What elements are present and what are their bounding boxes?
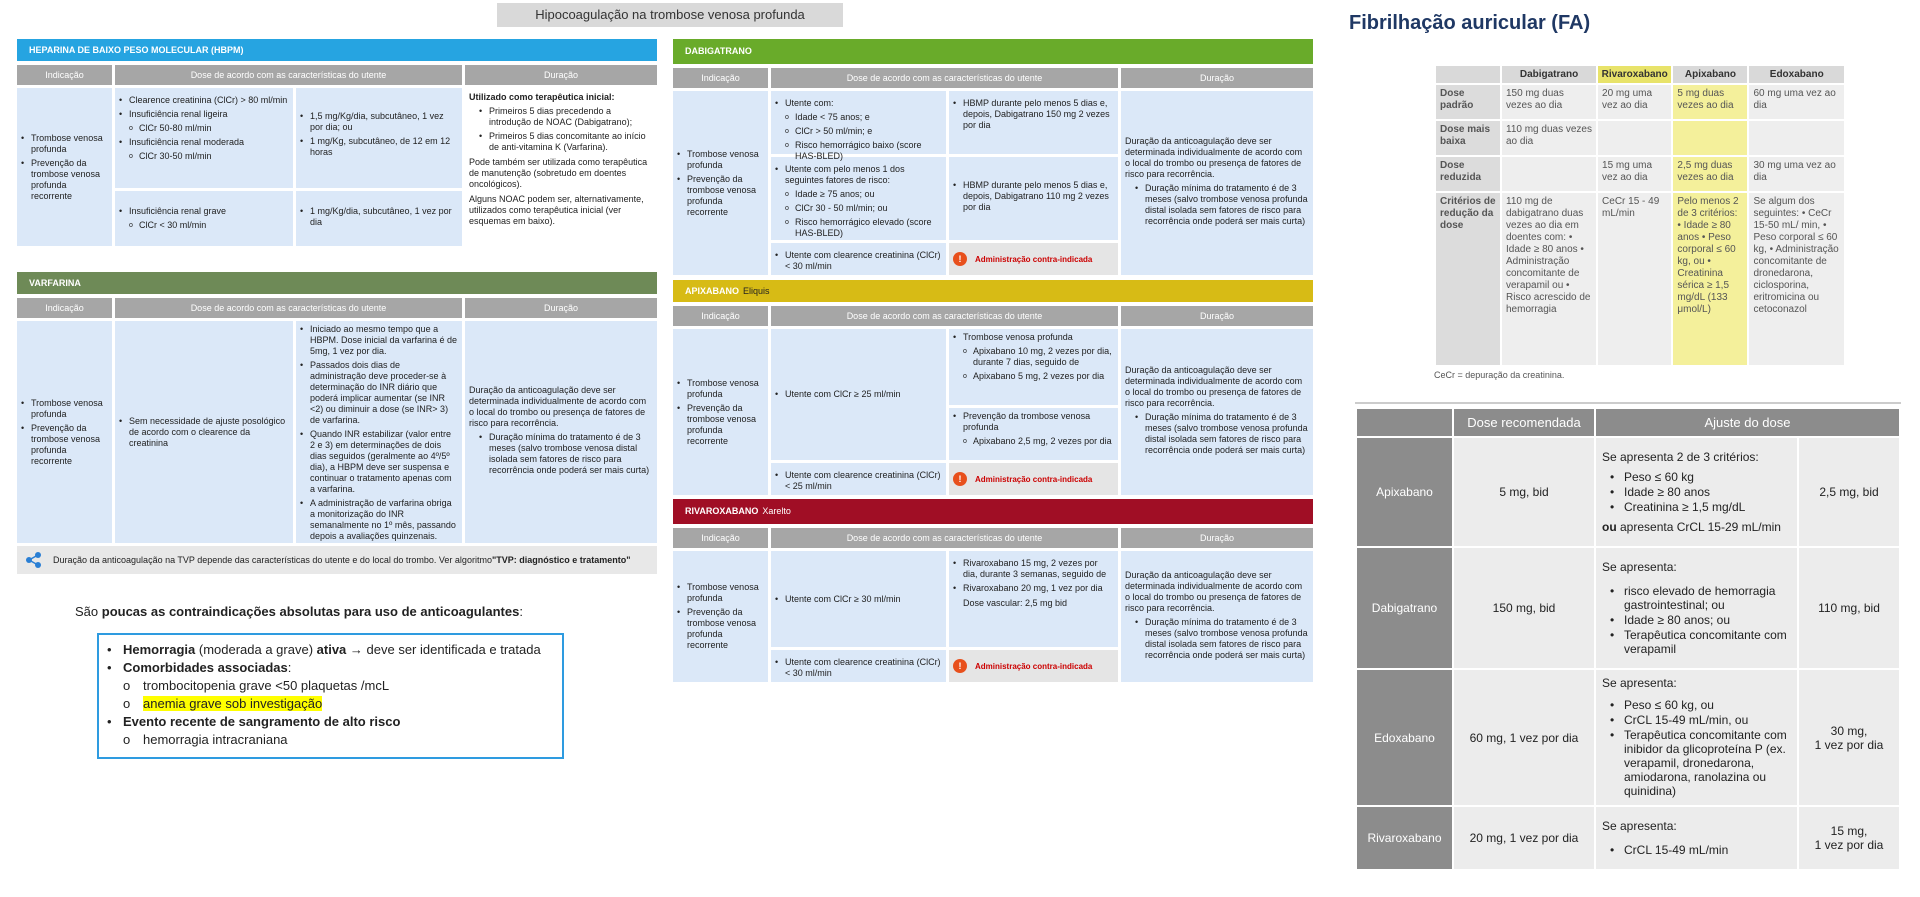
riva-criteria-1: • Utente com ClCr ≥ 30 ml/min: [771, 551, 946, 647]
indicacao-cell: • Trombose venosa profunda • Prevenção da trombose venosa profunda recorrente: [673, 91, 768, 275]
apix-dose-2: • Prevenção da trombose venosa profunda o Apixabano 2,5 mg, 2 vezes por dia: [949, 408, 1118, 460]
table-row: Apixabano 5 mg, bid Se apresenta 2 de 3 critérios: • Peso ≤ 60 kg • Idade ≥ 80 anos • Creatinina ≥ 1,5 mg/dL ou apresenta CrCL 15-29 mL/min 2,5 mg, bid: [1357, 438, 1899, 546]
indicacao-cell: • Trombose venosa profunda • Prevenção da trombose venosa profunda recorrente: [17, 88, 112, 246]
riva-dose-1: • Rivaroxabano 15 mg, 2 vezes por dia, durante 3 semanas, seguido de • Rivaroxabano 20 mg, 1 vez por dia Dose vascular: 2,5 mg bid: [949, 551, 1118, 647]
header-duracao: Duração: [1121, 528, 1313, 548]
varfarina-criteria: • Sem necessidade de ajuste posológico de acordo com o clearence da creatinina: [115, 321, 293, 543]
dabi-dose-1: • HBMP durante pelo menos 5 dias e, depois, Dabigatrano 150 mg 2 vezes por dia: [949, 91, 1118, 154]
indicacao-cell: • Trombose venosa profunda • Prevenção da trombose venosa profunda recorrente: [17, 321, 112, 543]
contra-intro: São poucas as contraindicações absolutas para uso de anticoagulantes:: [75, 604, 523, 619]
dabi-duracao: Duração da anticoagulação deve ser determinada individualmente de acordo com o local do trombo ou presença de fatores de risco para recorrência. • Duração mínima do tratamento é de 3 meses (salvo trombose venosa profunda distal isolada sem fatores de risco para recorrência onde poderá ser mais curta): [1121, 91, 1313, 275]
apixabano-title: APIXABANO Eliquis: [673, 280, 1313, 302]
contra-box: • Hemorragia (moderada a grave) ativa → deve ser identificada e tratada • Comorbidades associadas: o trombocitopenia grave <50 plaquetas /mcL o anemia grave sob investigação • Evento recente de sangramento de alto risco o hemorragia intracraniana: [97, 633, 564, 759]
hbpm-dose-2: • 1 mg/Kg/dia, subcutâneo, 1 vez por dia: [296, 191, 462, 246]
riva-duracao: Duração da anticoagulação deve ser determinada individualmente de acordo com o local do trombo ou presença de fatores de risco para recorrência. • Duração mínima do tratamento é de 3 meses (salvo trombose venosa profunda distal isolada sem fatores de risco para recorrência onde poderá ser mais curta): [1121, 551, 1313, 682]
header-dose: Dose de acordo com as características do utente: [115, 65, 462, 85]
contra-item: • Comorbidades associadas:: [107, 659, 554, 677]
varfarina-note: Duração da anticoagulação na TVP depende das características do utente e do local do trombo. Ver algoritmo "TVP: diagnóstico e tratamento": [17, 546, 657, 574]
warning-icon: !: [953, 472, 967, 486]
header-indicacao: Indicação: [673, 68, 768, 88]
col-head: Dose recomendada: [1454, 409, 1594, 436]
apixabano-section: [673, 280, 1313, 495]
dabi-criteria-2: • Utente com pelo menos 1 dos seguintes fatores de risco: o Idade ≥ 75 anos; ou o ClCr 30 - 50 ml/min; ou o Risco hemorrágico elevado (score HAS-BLED): [771, 157, 946, 240]
warning-icon: !: [953, 659, 967, 673]
col-head: Edoxabano: [1749, 66, 1844, 83]
fa-footnote: CeCr = depuração da creatinina.: [1434, 370, 1565, 380]
hbpm-criteria-2: • Insuficiência renal grave o ClCr < 30 ml/min: [115, 191, 293, 246]
header-dose: Dose de acordo com as características do utente: [771, 306, 1118, 326]
header-indicacao: Indicação: [673, 528, 768, 548]
header-duracao: Duração: [465, 65, 657, 85]
share-icon: [25, 551, 43, 569]
fa-title: Fibrilhação auricular (FA): [1349, 12, 1591, 34]
header-duracao: Duração: [465, 298, 657, 318]
contra-item: • Hemorragia (moderada a grave) ativa → deve ser identificada e tratada: [107, 641, 554, 659]
header-indicacao: Indicação: [17, 298, 112, 318]
col-head: Apixabano: [1673, 66, 1747, 83]
hbpm-criteria-1: • Clearence creatinina (ClCr) > 80 ml/min • Insuficiência renal ligeira o ClCr 50-80 ml/min • Insuficiência renal moderada o ClCr 30-50 ml/min: [115, 88, 293, 188]
apix-criteria-1: • Utente com ClCr ≥ 25 ml/min: [771, 329, 946, 460]
dabi-criteria-1: • Utente com: o Idade < 75 anos; e o ClCr > 50 ml/min; e o Risco hemorrágico baixo (score HAS-BLED): [771, 91, 946, 154]
varfarina-section: [17, 272, 657, 574]
algorithm-link[interactable]: "TVP: diagnóstico e tratamento": [491, 555, 631, 565]
header-indicacao: Indicação: [673, 306, 768, 326]
dabi-criteria-3: • Utente com clearence creatinina (ClCr) < 30 ml/min: [771, 243, 946, 275]
rivaroxabano-section: [673, 499, 1313, 682]
dabi-dose-2: • HBMP durante pelo menos 5 dias e, depois, Dabigatrano 110 mg 2 vezes por dia: [949, 157, 1118, 240]
page-title: Hipocoagulação na trombose venosa profunda: [497, 3, 843, 27]
table-row: Dabigatrano 150 mg, bid Se apresenta: • risco elevado de hemorragia gastrointestinal; ou • Idade ≥ 80 anos; ou • Terapêutica concomitante com verapamil 110 mg, bid: [1357, 548, 1899, 668]
varfarina-dose: • Iniciado ao mesmo tempo que a HBPM. Dose inicial da varfarina é de 5mg, 1 vez por dia. • Passados dois dias de administração deve proceder-se à determinação do INR diário que poderá implicar aumentar (se INR <2) ou diminuir a dose (se INR> 3) de varfarina. • Quando INR estabilizar (valor entre 2 e 3) em determinações de dois dias seguidos (geralmente ao 4º/5º dia), a HBPM deve ser suspensa e continuar o tratamento apenas com a varfarina. • A administração de varfarina obriga a monitorização do INR semanalmente no 1º mês, passando depois a avaliações quinzenais.: [296, 321, 462, 543]
warning-icon: !: [953, 252, 967, 266]
contra-badge: ! Administração contra-indicada: [949, 463, 1118, 495]
header-dose: Dose de acordo com as características do utente: [771, 528, 1118, 548]
hbpm-title: HEPARINA DE BAIXO PESO MOLECULAR (HBPM): [17, 39, 657, 61]
rivaroxabano-title: RIVAROXABANO Xarelto: [673, 499, 1313, 524]
header-duracao: Duração: [1121, 68, 1313, 88]
fa-table-2: [1355, 402, 1901, 871]
contra-item: • Evento recente de sangramento de alto risco: [107, 713, 554, 731]
apix-dose-1: • Trombose venosa profunda o Apixabano 10 mg, 2 vezes por dia, durante 7 dias, seguido de o Apixabano 5 mg, 2 vezes por dia: [949, 329, 1118, 405]
dabigatrano-section: [673, 39, 1313, 275]
varfarina-title: VARFARINA: [17, 272, 657, 294]
table-row: Edoxabano 60 mg, 1 vez por dia Se apresenta: • Peso ≤ 60 kg, ou • CrCL 15-49 mL/min, ou • Terapêutica concomitante com inibidor da glicoproteína P (ex. verapamil, dronedarona, amiodarona, ranolazina ou quinidina) 30 mg, 1 vez por dia: [1357, 670, 1899, 805]
header-indicacao: Indicação: [17, 65, 112, 85]
hbpm-section: [17, 39, 657, 246]
col-head: Rivaroxabano: [1598, 66, 1671, 83]
contra-badge: ! Administração contra-indicada: [949, 650, 1118, 682]
header-dose: Dose de acordo com as características do utente: [115, 298, 462, 318]
apix-duracao: Duração da anticoagulação deve ser determinada individualmente de acordo com o local do trombo ou presença de fatores de risco para recorrência. • Duração mínima do tratamento é de 3 meses (salvo trombose venosa profunda distal isolada sem fatores de risco para recorrência onde poderá ser mais curta): [1121, 329, 1313, 495]
header-dose: Dose de acordo com as características do utente: [771, 68, 1118, 88]
riva-criteria-2: • Utente com clearence creatinina (ClCr) < 30 ml/min: [771, 650, 946, 682]
contra-badge: ! Administração contra-indicada: [949, 243, 1118, 275]
col-head: Dabigatrano: [1502, 66, 1596, 83]
hbpm-duracao: Utilizado como terapêutica inicial: • Primeiros 5 dias precedendo a introdução de NOAC (Dabigatrano); • Primeiros 5 dias concomitante ao início de anti-vitamina K (Varfarina). Pode também ser utilizada como terapêutica de manutenção (sobretudo em doentes oncológicos). Alguns NOAC podem ser, alternativamente, utilizados como terapêutica inicial (ver esquemas em baixo).: [465, 88, 657, 246]
dabigatrano-title: DABIGATRANO: [673, 39, 1313, 64]
varfarina-duracao: Duração da anticoagulação deve ser determinada individualmente de acordo com o local do trombo ou presença de fatores de risco para recorrência. • Duração mínima do tratamento é de 3 meses (salvo trombose venosa distal isolada sem fatores de risco para recorrência onde poderá ser mais curta): [465, 321, 657, 543]
col-head: Ajuste do dose: [1596, 409, 1899, 436]
table-row: Rivaroxabano 20 mg, 1 vez por dia Se apresenta: • CrCL 15-49 mL/min 15 mg, 1 vez por dia: [1357, 807, 1899, 869]
apix-criteria-2: • Utente com clearence creatinina (ClCr) < 25 ml/min: [771, 463, 946, 495]
indicacao-cell: • Trombose venosa profunda • Prevenção da trombose venosa profunda recorrente: [673, 551, 768, 682]
highlighted-text: anemia grave sob investigação: [143, 696, 323, 711]
fa-table-1: Dabigatrano Rivaroxabano Apixabano Edoxabano Dose padrão 150 mg duas vezes ao dia 20 mg uma vez ao dia 5 mg duas vezes ao dia 60 mg uma vez ao dia Dose mais baixa 110 mg duas vezes ao dia Dose reduzida 15 mg uma vez ao dia 2,5 mg duas vezes ao dia 30 mg uma vez ao dia Critérios de redução da dose 110 mg de dabigatrano duas vezes ao dia em doentes com: • Idade ≥ 80 anos • Administração concomitante de verapamil ou • Risco acrescido de hemorragia CeCr 15 - 49 mL/min Pelo menos 2 de 3 critérios: • Idade ≥ 80 anos • Peso corporal ≤ 60 kg, ou • Creatinina sérica ≥ 1,5 mg/dL (133 μmol/L) Se algum dos seguintes: • CeCr 15-50 mL/ min, • Peso corporal ≤ 60 kg, • Administração concomitante de dronedarona, ciclosporina, eritromicina ou cetoconazol CeCr = depuração da creatinina.: [1434, 64, 1846, 380]
indicacao-cell: • Trombose venosa profunda • Prevenção da trombose venosa profunda recorrente: [673, 329, 768, 495]
header-duracao: Duração: [1121, 306, 1313, 326]
hbpm-dose-1: • 1,5 mg/Kg/dia, subcutâneo, 1 vez por dia; ou • 1 mg/Kg, subcutâneo, de 12 em 12 horas: [296, 88, 462, 188]
